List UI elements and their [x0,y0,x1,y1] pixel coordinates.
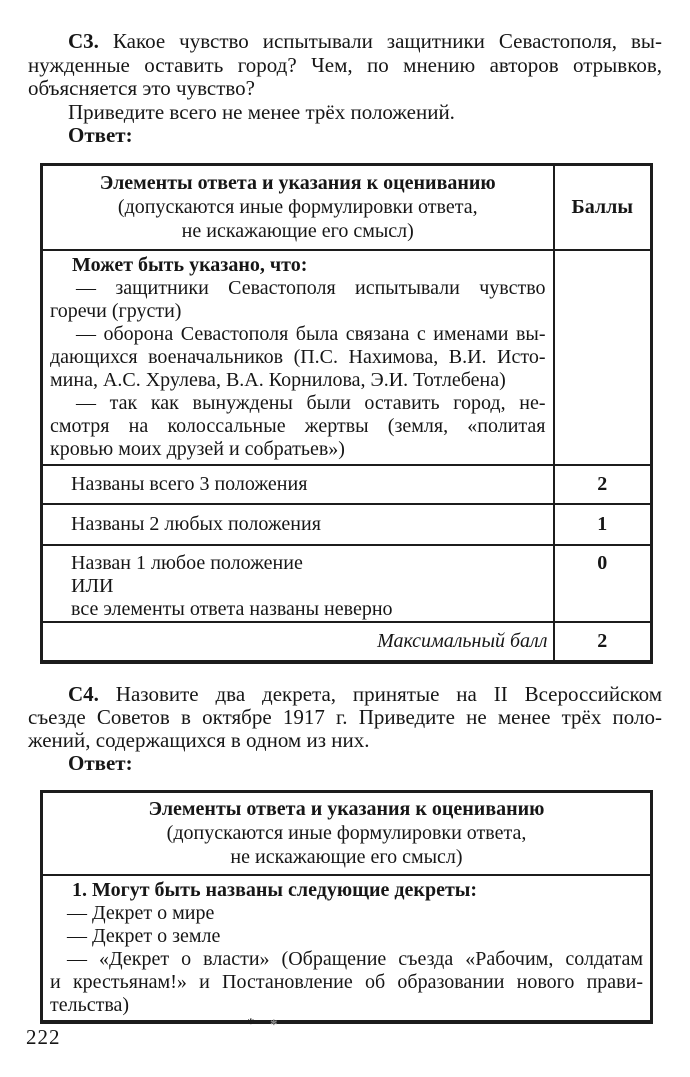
question-c4-line1: С4. Назовите два декрета, принятые на II Всероссийском [68,682,662,706]
criterion-line: все элементы ответа названы неверно [71,597,393,620]
table2-header-sub1: (допускаются иные формулировки ответа, [166,822,527,845]
score-cell-empty [554,250,652,465]
question-c3-line1: С3. Какое чувство испытывали защитники Севастополя, вы- [68,29,662,53]
criterion-2-positions: Названы 2 любых положения [42,504,554,545]
answer-item-line: горечи (грусти) [50,299,182,322]
question-c3-line2: нужденные оставить город? Чем, по мнению авторов отрывков, [28,52,662,77]
answer-item-line: смотря на колоссальные жертвы (земля, «политая [50,414,546,437]
decree-item: тельства) [50,993,130,1016]
faint-asterisk-mark: * [270,1017,278,1033]
answer-item-line: кровью моих друзей и собратьев») [50,437,345,460]
table-row [42,792,652,875]
question-c4 [28,683,662,775]
criterion-line: ИЛИ [71,574,114,597]
table1-header-sub1: (допускаются иные формулировки ответа, [117,196,478,219]
asterisk-mark: * [247,1016,255,1032]
table-row [42,545,652,622]
criterion-3-positions: Названы всего 3 положения [42,465,554,504]
answer-item-line: — защитники Севастополя испытывали чувство [76,276,546,299]
question-c4-line2: съезде Советов в октябре 1917 г. Приведите не менее трёх поло- [28,705,662,729]
table-row [42,250,652,465]
answer-item-line: дающихся военачальников (П.С. Нахимова, В.И. Исто- [50,345,546,368]
answer-item-line: мина, А.С. Хрулева, В.А. Корнилова, Э.И. Тотлебена) [50,368,506,391]
table2-body-cell [42,875,652,1022]
max-score-label: Максимальный балл [42,622,554,662]
question-c3-number: С3. [68,29,99,53]
table1-header-title: Элементы ответа и указания к оцениванию [99,172,496,195]
answer-item-line: — так как вынуждены были оставить город, не- [76,391,546,414]
table1-header-sub2: не искажающие его смысл) [181,220,414,243]
table1-header-cell [42,165,554,250]
question-c3-line3: объясняется это чувство? [28,76,255,100]
criterion-line: Назван 1 любое положение [71,551,303,574]
table1-header-score: Баллы [554,165,652,250]
answer-lead: Может быть указано, что: [72,253,308,276]
score-cell: 1 [554,504,652,545]
decree-item: и крестьянам!» и Постановление об образовании нового прави- [50,970,643,993]
decree-item: — «Декрет о власти» (Обращение съезда «Рабочим, солдатам [67,947,643,970]
answer-item-line: — оборона Севастополя была связана с именами вы- [76,322,546,345]
decree-item: — Декрет о земле [67,924,221,947]
table-row [42,504,652,545]
score-cell: 2 [554,465,652,504]
scoring-table-c3 [40,163,653,664]
page-number: 222 [26,1025,61,1049]
table-row [42,465,652,504]
max-score-value: 2 [554,622,652,662]
question-c4-answer-label: Ответ: [68,751,133,775]
answer-table-c4 [40,790,653,1024]
question-c4-number: С4. [68,682,99,706]
table2-header-cell [42,792,652,875]
table-row [42,875,652,1022]
criterion-1-position [42,545,554,622]
table-row [42,165,652,250]
question-c3-line4: Приведите всего не менее трёх положений. [68,99,455,124]
question-c3-answer-label: Ответ: [68,123,133,147]
question-c4-line3: жений, содержащихся в одном из них. [28,728,370,752]
table1-answer-elements-cell [42,250,554,465]
decree-item: — Декрет о мире [67,901,215,924]
table2-header-sub2: не искажающие его смысл) [230,846,463,869]
question-c3 [28,30,662,148]
table-row [42,622,652,662]
table2-header-title: Элементы ответа и указания к оцениванию [148,798,545,821]
score-cell: 0 [554,545,652,622]
decrees-lead: 1. Могут быть названы следующие декреты: [72,878,478,901]
